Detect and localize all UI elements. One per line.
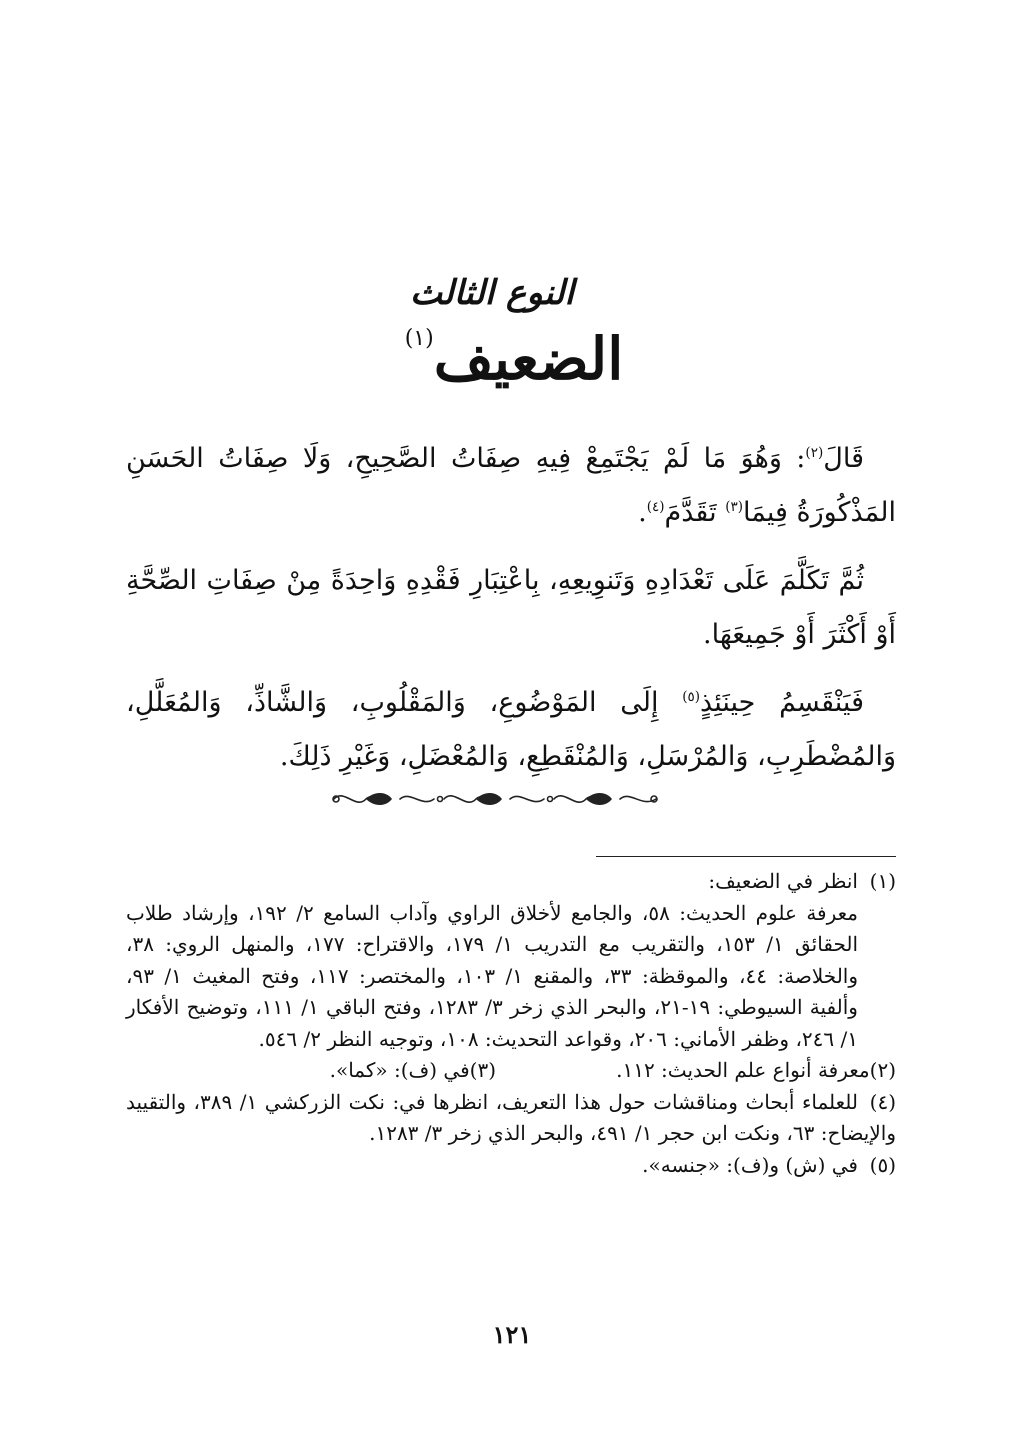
footnote-number: (١) [869,869,896,893]
paragraph-text: إِلَى المَوْضُوعِ، وَالمَقْلُوبِ، وَالشَّاذِّ، وَالمُعَلَّلِ، وَالمُضْطَرِبِ، وَالمُرْسَلِ، وَالمُنْقَطِعِ، وَالمُعْضَلِ، وَغَيْرِ ذَلِكَ. [126,687,896,772]
paragraph-text: قَالَ [823,443,864,474]
footnotes [126,866,896,1181]
section-title [401,322,624,396]
footnote-1 [126,866,896,898]
footnote-text: للعلماء أبحاث ومناقشات حول هذا التعريف، انظرها في: نكت الزركشي ١/ ٣٨٩، والتقييد والإيضاح: ٦٣، ونكت ابن حجر ١/ ٤٩١، والبحر الذي زخر ٣/ ١٢٨٣. [126,1089,896,1145]
title-footnote-ref[interactable]: (١) [404,326,434,351]
paragraph-divisions [126,676,896,784]
footnote-text: معرفة أنواع علم الحديث: ١١٢. [616,1058,870,1082]
footnote-text: في (ش) و(ف): «جنسه». [642,1152,858,1177]
footnote-number: (٥) [869,1152,896,1177]
paragraph-text: ثُمَّ تَكَلَّمَ عَلَى تَعْدَادِهِ وَتَنوِيعِهِ، بِاعْتِبَارِ فَقْدِهِ وَاحِدَةً مِنْ صِفَاتِ الصِّحَّةِ أَوْ أَكْثَرَ أَوْ جَمِيعَهَا. [126,565,896,650]
footnote-ref-2[interactable]: (٢) [805,445,824,461]
footnote-number: (٢) [869,1058,896,1082]
footnote-separator [596,856,896,857]
chapter-header [0,268,1024,396]
paragraph-definition [126,432,896,540]
footnote-head: انظر في الضعيف: [708,869,858,893]
footnote-2 [496,1055,896,1087]
footnote-ref-3[interactable]: (٣) [725,499,744,515]
page-number: ١٢١ [492,1320,532,1349]
footnote-4 [126,1087,896,1150]
footnote-ref-5[interactable]: (٥) [682,689,701,705]
paragraph-text: فَيَنْقَسِمُ حِينَئِذٍ [700,687,864,718]
footnote-number: (٤) [869,1089,897,1114]
footnote-1-sources: معرفة علوم الحديث: ٥٨، والجامع لأخلاق الراوي وآداب السامع ٢/ ١٩٢، وإرشاد طلاب الحقائق ١/ ١٥٣، والتقريب مع التدريب ١/ ١٧٩، والاقتراح: ١٧٧، والمنهل الروي: ٣٨، والخلاصة: ٤٤، والموقظة: ٣٣، والمقنع ١/ ١٠٣، والمختصر: ١١٧، وفتح المغيث ١/ ٩٣، وألفية السيوطي: ١٩-٢١، والبحر الذي زخر ٣/ ١٢٨٣، وفتح الباقي ١/ ١١١، وتوضيح الأفكار ١/ ٢٤٦، وظفر الأماني: ٢٠٦، وقواعد التحديث: ١٠٨، وتوجيه النظر ٢/ ٥٤٦. [126,900,858,1051]
main-text [126,432,896,798]
paragraph-text: : وَهُوَ مَا لَمْ يَجْتَمِعْ فِيهِ صِفَاتُ الصَّحِيحِ، وَلَا صِفَاتُ الحَسَنِ المَذْكُورَةُ فِيمَا [126,443,896,528]
section-kicker: النوع الثالث [410,273,574,313]
footnote-text: في (ف): «كما». [329,1058,470,1082]
paragraph-enumeration [126,554,896,662]
footnote-row-2-3 [126,1055,896,1087]
footnote-3 [126,1055,496,1087]
paragraph-text: . [638,497,647,528]
footnote-5 [126,1150,896,1182]
ornament-divider [330,782,660,816]
footnote-ref-4[interactable]: (٤) [646,499,665,515]
paragraph-text: تَقَدَّمَ [664,497,726,528]
footnote-number: (٣) [469,1058,496,1082]
section-title-text: الضعيف [433,325,624,393]
